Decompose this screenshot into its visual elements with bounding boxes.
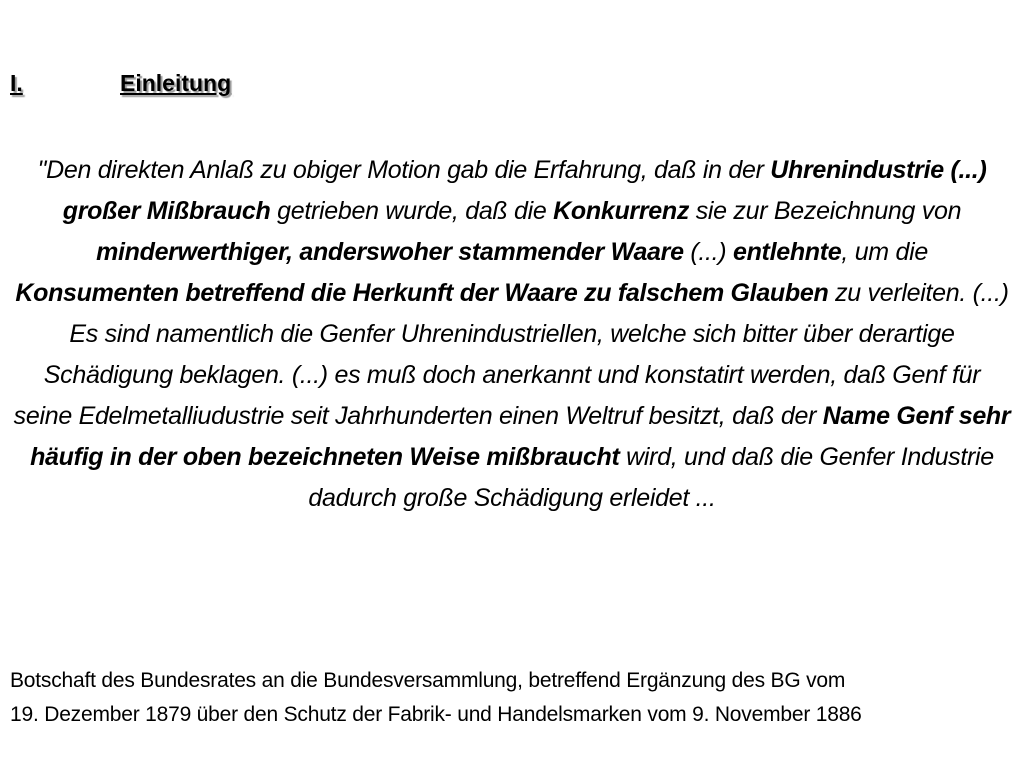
section-heading <box>10 70 410 106</box>
quote-block <box>12 150 1012 519</box>
quote-emphasis: minderwerthiger, anderswoher stammender Waare <box>96 238 684 266</box>
source-citation <box>10 664 1010 732</box>
source-line-1: Botschaft des Bundesrates an die Bundesversammlung, betreffend Ergänzung des BG vom <box>10 669 846 692</box>
quote-text: sie zur Bezeichnung von <box>689 197 962 225</box>
quote-text: (...) <box>683 238 733 266</box>
quote-emphasis: Name Genf sehr häufig in der oben bezeichneten Weise mißbraucht <box>30 402 1011 471</box>
quote-text: getrieben wurde, daß die <box>270 197 554 225</box>
section-title: Einleitung <box>120 70 232 96</box>
quote-emphasis: Uhrenindustrie (...) großer Mißbrauch <box>62 156 987 225</box>
quote-emphasis: Konkurrenz <box>553 197 690 225</box>
quote-text: zu verleiten. (...) Es sind namentlich die Genfer Uhrenindustriellen, welche sich bitter über derartige Schädigung beklagen. (...) es muß doch anerkannt und konstatirt werden, daß Genf für seine Edelmetalliudustrie seit Jahrhunderten einen Weltruf besitzt, daß der <box>13 279 1009 430</box>
quote-text: , um die <box>841 238 928 266</box>
quote-emphasis: entlehnte <box>732 238 842 266</box>
source-line-2: 19. Dezember 1879 über den Schutz der Fabrik- und Handelsmarken vom 9. November 1886 <box>10 703 862 726</box>
quote-text: "Den direkten Anlaß zu obiger Motion gab die Erfahrung, daß in der <box>37 156 771 184</box>
section-number: I. <box>10 70 23 96</box>
quote-emphasis: Konsumenten betreffend die Herkunft der Waare zu falschem Glauben <box>15 279 829 307</box>
quote-text: wird, und daß die Genfer Industrie dadurch große Schädigung erleidet ... <box>308 443 994 512</box>
